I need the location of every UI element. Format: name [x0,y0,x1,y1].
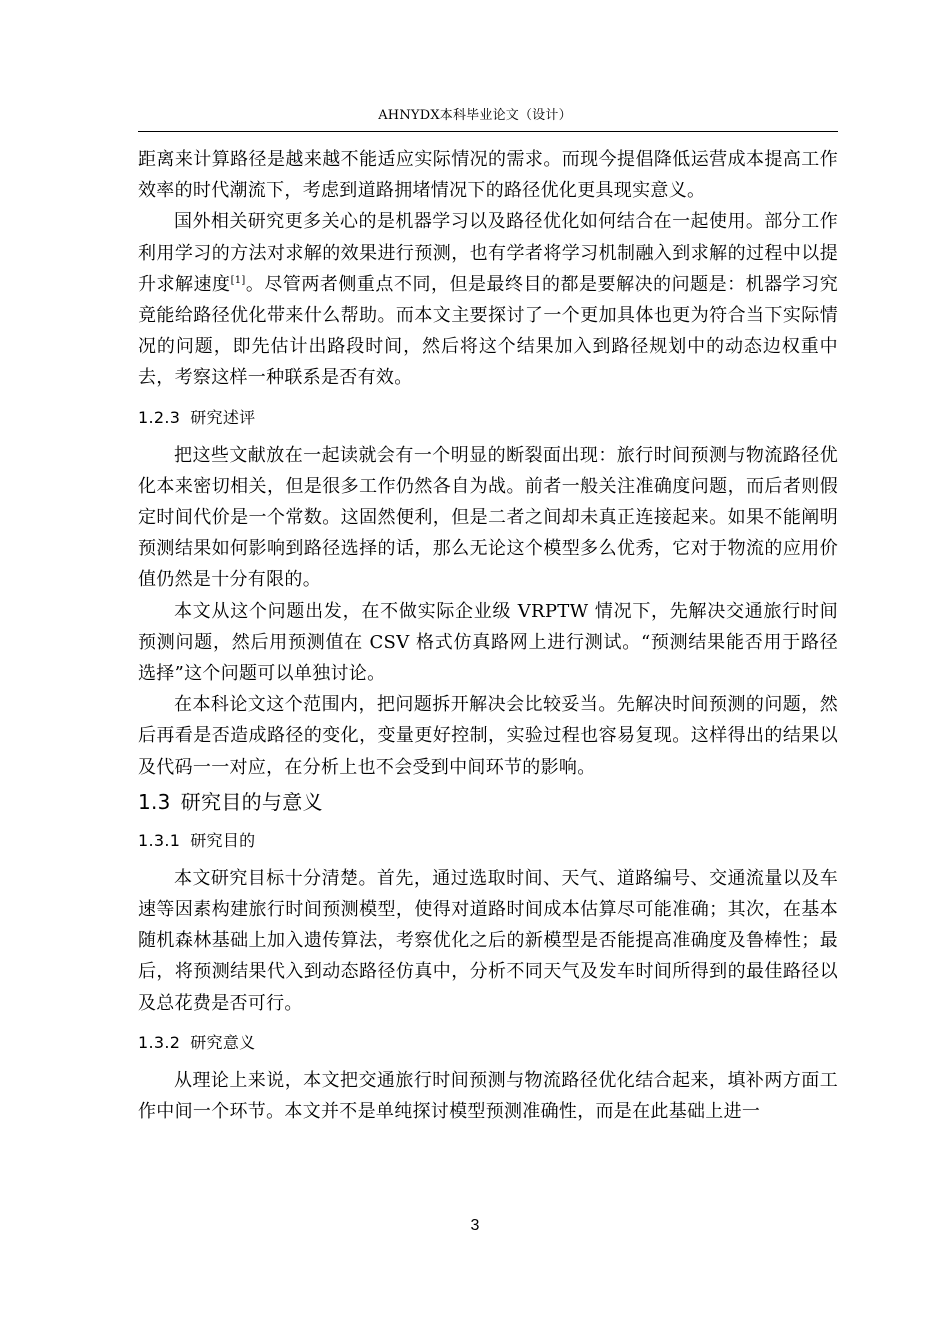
paragraph-text: 国外相关研究更多关心的是机器学习以及路径优化如何结合在一起使用。部分工作利用学习的方法对求解的效果进行预测，也有学者将学习机制融入到求解的过程中以提升求解速度 [138,211,838,295]
paragraph-review: 把这些文献放在一起读就会有一个明显的断裂面出现：旅行时间预测与物流路径优化本来密切相关，但是很多工作仍然各自为战。前者一般关注准确度问题，而后者则假定时间代价是一个常数。这固然便利，但是二者之间却未真正连接起来。如果不能阐明预测结果如何影响到路径选择的话，那么无论这个模型多么优秀，它对于物流的应用价值仍然是十分有限的。 [138,444,838,591]
section-number: 1.3.2 [138,1032,181,1052]
section-heading-1-3 [138,787,838,817]
page-number: 3 [470,1217,480,1234]
section-title: 研究目的与意义 [180,789,323,814]
paragraph-scope: 在本科论文这个范围内，把问题拆开解决会比较妥当。先解决时间预测的问题，然后再看是否造成路径的变化，变量更好控制，实验过程也容易复现。这样得出的结果以及代码一一对应，在分析上也不会受到中间环节的影响。 [138,694,838,778]
section-title: 研究目的 [190,830,256,850]
section-number: 1.2.3 [138,407,181,427]
paragraph-significance: 从理论上来说，本文把交通旅行时间预测与物流路径优化结合起来，填补两方面工作中间一个环节。本文并不是单纯探讨模型预测准确性，而是在此基础上进一 [138,1069,838,1123]
section-heading-1-2-3 [138,406,838,430]
paragraph-foreign-research [138,206,838,393]
section-title: 研究意义 [190,1032,256,1052]
section-heading-1-3-2 [138,1031,838,1055]
section-number: 1.3.1 [138,830,181,850]
paragraph-continued: 距离来计算路径是越来越不能适应实际情况的需求。而现今提倡降低运营成本提高工作效率的时代潮流下，考虑到道路拥堵情况下的路径优化更具现实意义。 [138,149,838,202]
section-title: 研究述评 [190,407,256,427]
running-header: AHNYDX本科毕业论文（设计） [378,108,572,123]
header-rule [138,131,838,132]
section-heading-1-3-1 [138,829,838,853]
paragraph-approach: 本文从这个问题出发，在不做实际企业级 VRPTW 情况下，先解决交通旅行时间预测问题，然后用预测值在 CSV 格式仿真路网上进行测试。“预测结果能否用于路径选择”这个问题可以单独讨论。 [138,600,838,685]
paragraph-objectives: 本文研究目标十分清楚。首先，通过选取时间、天气、道路编号、交通流量以及车速等因素构建旅行时间预测模型，使得对道路时间成本估算尽可能准确；其次，在基本随机森林基础上加入遗传算法，考察优化之后的新模型是否能提高准确度及鲁棒性；最后，将预测结果代入到动态路径仿真中，分析不同天气及发车时间所得到的最佳路径以及总花费是否可行。 [138,867,838,1014]
paragraph-text: 。尽管两者侧重点不同，但是最终目的都是要解决的问题是：机器学习究竟能给路径优化带来什么帮助。而本文主要探讨了一个更加具体也更为符合当下实际情况的问题，即先估计出路段时间，然后将这个结果加入到路径规划中的动态边权重中去，考察这样一种联系是否有效。 [138,273,838,389]
citation-ref: [1] [230,274,246,286]
page-body [138,144,838,1127]
section-number: 1.3 [138,789,171,814]
